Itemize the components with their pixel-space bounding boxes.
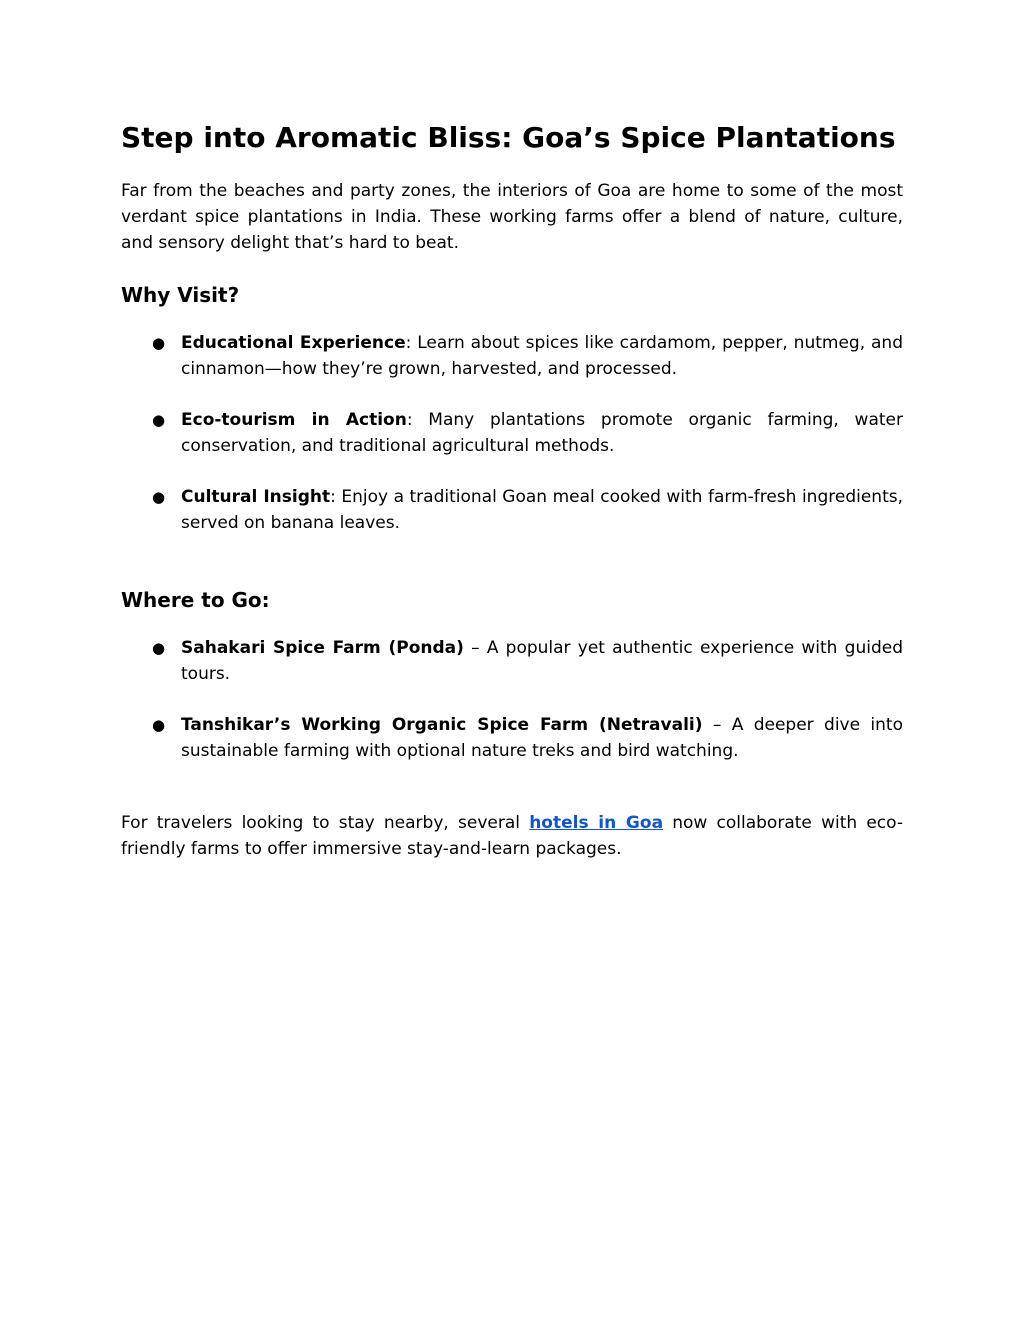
bullet-icon: ●: [152, 639, 166, 657]
page-title: Step into Aromatic Bliss: Goa’s Spice Plantations: [121, 121, 896, 154]
closing-text-before: For travelers looking to stay nearby, several: [121, 813, 530, 833]
list-item-description: : Learn about spices like cardamom, pepper, nutmeg, and cinnamon—how they’re grown, harvested, and processed.: [181, 333, 903, 379]
list-item-text: [181, 712, 903, 764]
list-item-description: : Many plantations promote organic farming, water conservation, and traditional agricultural methods.: [181, 410, 903, 456]
where-to-go-heading: Where to Go:: [121, 588, 270, 612]
bullet-icon: ●: [152, 334, 166, 352]
list-item-title: Sahakari Spice Farm (Ponda): [181, 638, 464, 658]
hotels-in-goa-link[interactable]: hotels in Goa: [529, 813, 664, 833]
why-visit-heading: Why Visit?: [121, 283, 240, 307]
list-item-title: Cultural Insight: [181, 487, 331, 507]
closing-paragraph: [121, 810, 903, 862]
list-item-description: – A popular yet authentic experience with guided tours.: [181, 638, 903, 684]
list-item-description: : Enjoy a traditional Goan meal cooked with farm-fresh ingredients, served on banana leaves.: [181, 487, 903, 533]
intro-paragraph: Far from the beaches and party zones, the interiors of Goa are home to some of the most verdant spice plantations in India. These working farms offer a blend of nature, culture, and sensory delight that’s hard to beat.: [121, 181, 903, 253]
bullet-icon: ●: [152, 716, 166, 734]
bullet-icon: ●: [152, 488, 166, 506]
closing-text-after: now collaborate with eco-friendly farms to offer immersive stay-and-learn packages.: [121, 813, 903, 859]
list-item-text: [181, 330, 903, 382]
list-item-title: Eco-tourism in Action: [181, 410, 407, 430]
list-item-title: Educational Experience: [181, 333, 406, 353]
list-item-text: [181, 484, 903, 536]
list-item-description: – A deeper dive into sustainable farming with optional nature treks and bird watching.: [181, 715, 903, 761]
bullet-icon: ●: [152, 411, 166, 429]
list-item-text: [181, 635, 903, 687]
list-item-title: Tanshikar’s Working Organic Spice Farm (Netravali): [181, 715, 703, 735]
list-item-text: [181, 407, 903, 459]
